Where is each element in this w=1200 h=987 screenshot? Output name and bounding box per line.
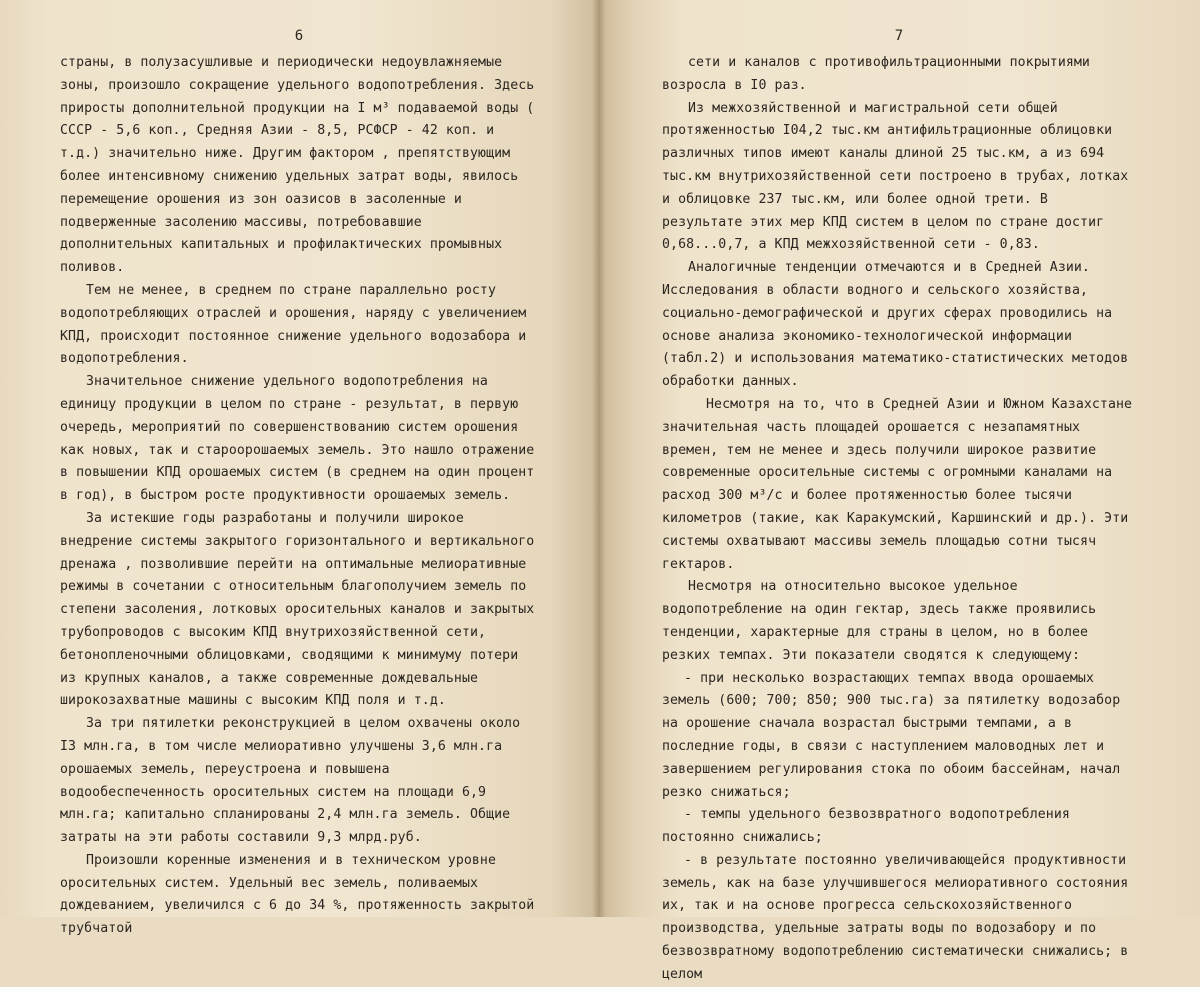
paragraph: Значительное снижение удельного водопотребления на единицу продукции в целом по стране - результат, в первую очередь, мероприятий по совершенствованию систем орошения как новых, так и староорошаемых земель. Это нашло отражение в повышении КПД орошаемых систем (в среднем на один процент в год), в быстром росте продуктивности орошаемых земель. [60,374,535,504]
right-page [598,0,1200,982]
page-number-left: 6 [294,28,304,44]
paragraph: Из межхозяйственной и магистральной сети общей протяженностью I04,2 тыс.км антифильтрационные облицовки различных типов имеют каналы длиной 25 тыс.км, а из 694 тыс.км внутрихозяйственной сети построено в трубах, лотках и облицовке 237 тыс.км, или более одной трети. В результате этих мер КПД систем в целом по стране достиг 0,68...0,7, а КПД межхозяйственной сети - 0,83. [662,100,1129,253]
paragraph: сети и каналов с противофильтрационными покрытиями возросла в I0 раз. [662,55,1090,93]
paragraph: Тем не менее, в среднем по стране параллельно росту водопотребляющих отраслей и орошения, наряду с увеличением КПД, происходит постоянное снижение удельного водозабора и водопотребления. [60,282,527,367]
paragraph: За три пятилетки реконструкцией в целом охвачены около I3 млн.га, в том числе мелиоративно улучшены 3,6 млн.га орошаемых земель, переустроена и повышена водообеспеченность оросительных систем на площади 6,9 млн.га; капитально спланированы 2,4 млн.га земель. Общие затраты на эти работы составили 9,3 млрд.руб. [60,716,521,846]
list-item: - в результате постоянно увеличивающейся продуктивности земель, как на базе улучшившегося мелиоративного состояния их, так и на основе прогресса сельскохозяйственного производства, удельные затраты воды по водозабору и по безвозвратному водопотреблению систематически снижались; в целом [662,852,1129,982]
paragraph: Аналогичные тенденции отмечаются и в Средней Азии. Исследования в области водного и сельского хозяйства, социально-демографической и других сферах проводились на основе анализа экономико-технологической информации (табл.2) и использования математико-статистических методов обработки данных. [662,260,1129,390]
right-page-text [662,52,1136,987]
left-page-text [60,52,538,941]
left-page [0,0,598,937]
paragraph: Несмотря на относительно высокое удельное водопотребление на один гектар, здесь также проявились тенденции, характерные для страны в целом, но в более резких темпах. Эти показатели сводятся к следующему: [662,579,1097,663]
list-item: - при несколько возрастающих темпах ввода орошаемых земель (600; 700; 850; 900 тыс.га) за пятилетку водозабор на орошение сначала возрастал быстрыми темпами, а в последние годы, в связи с наступлением маловодных лет и завершением регулирования стока по обоим бассейнам, начал резко снижаться; [662,670,1121,800]
page-number-right: 7 [894,28,904,44]
paragraph: Произошли коренные изменения и в техническом уровне оросительных систем. Удельный вес земель, поливаемых дождеванием, увеличился с 6 до 34 %, протяженность закрытой трубчатой [60,852,535,937]
paragraph: За истекшие годы разработаны и получили широкое внедрение системы закрытого горизонтального и вертикального дренажа , позволившие перейти на оптимальные мелиоративные режимы в сочетании с относительным благополучием земель по степени засоления, лотковых оросительных каналов и закрытых трубопроводов с высоким КПД внутрихозяйственной сети, бетонопленочными облицовками, сводящими к минимуму потери из крупных каналов, а также современные дождевальные широкозахватные машины с высоким КПД поля и т.д. [60,510,535,709]
list-item: - темпы удельного безвозвратного водопотребления постоянно снижались; [662,807,1070,846]
paragraph: страны, в полузасушливые и периодически недоувлажняемые зоны, произошло сокращение удельного водопотребления. Здесь приросты дополнительной продукции на I м³ подаваемой воды ( СССР - 5,6 коп., Средняя Азии - 8,5, РСФСР - 42 коп. и т.д.) значительно ниже. Другим фактором , препятствующим более интенсивному снижению удельных затрат воды, явилось перемещение орошения из зон оазисов в засоленные и подверженные засолению массивы, потребовавшие дополнительных капитальных и профилактических промывных поливов. [60,55,535,276]
paragraph: Несмотря на то, что в Средней Азии и Южном Казахстане значительная часть площадей орошается с незапамятных времен, тем не менее и здесь получили широкое развитие современные оросительные системы с огромными каналами на расход 300 м³/с и более протяженностью более тысячи километров (такие, как Каракумский, Каршинский и др.). Эти системы охватывают массивы земель площадью сотни тысяч гектаров. [662,396,1133,572]
